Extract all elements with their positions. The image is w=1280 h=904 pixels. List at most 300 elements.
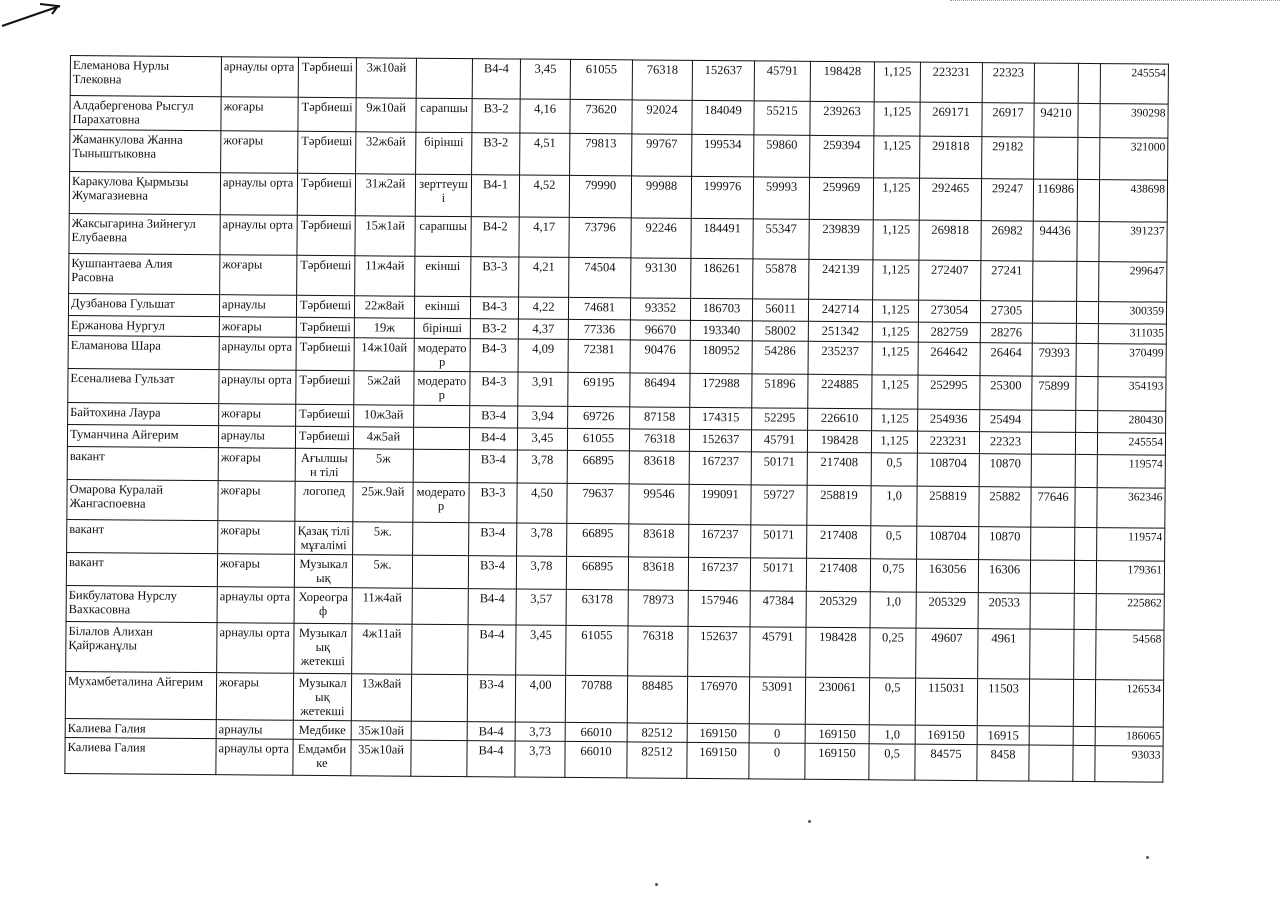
cell-salary-e: 108704 bbox=[917, 526, 979, 559]
cell-position: Медбике bbox=[293, 720, 351, 739]
cell-grade: В4-4 bbox=[467, 741, 515, 777]
cell-salary-d: 259394 bbox=[810, 135, 874, 178]
cell-salary-b: 176970 bbox=[687, 676, 749, 723]
cell-blank bbox=[1077, 261, 1099, 301]
cell-salary-b: 184049 bbox=[692, 100, 754, 134]
cell-salary-b: 199091 bbox=[689, 484, 751, 524]
cell-grade: В3-3 bbox=[469, 483, 517, 523]
cell-salary-d: 169150 bbox=[805, 724, 869, 744]
cell-experience: 4ж11ай bbox=[352, 624, 412, 674]
cell-salary-e: 223231 bbox=[917, 431, 979, 453]
cell-base-salary: 66895 bbox=[567, 523, 629, 556]
cell-extra bbox=[1031, 527, 1075, 560]
cell-position: Тәрбиеші bbox=[297, 255, 355, 295]
cell-rate: 1,125 bbox=[874, 62, 920, 102]
cell-salary-c: 54286 bbox=[752, 341, 808, 374]
cell-salary-d: 242714 bbox=[808, 299, 872, 322]
cell-coefficient: 3,45 bbox=[520, 59, 570, 99]
cell-salary-e: 84575 bbox=[915, 744, 977, 780]
cell-position: Тәрбиеші bbox=[298, 97, 356, 131]
staff-salary-table bbox=[64, 55, 1169, 783]
cell-rate: 0,25 bbox=[870, 628, 916, 678]
cell-salary-b: 169150 bbox=[687, 723, 749, 742]
cell-experience: 19ж bbox=[354, 318, 414, 338]
cell-salary-d: 258819 bbox=[807, 485, 871, 526]
cell-position: Музыкалық bbox=[294, 554, 352, 587]
table-row bbox=[65, 737, 1163, 782]
cell-coefficient: 4,37 bbox=[518, 319, 568, 339]
cell-salary-a: 83618 bbox=[628, 557, 688, 590]
cell-bonus: 8458 bbox=[977, 745, 1029, 781]
cell-base-salary: 74681 bbox=[568, 297, 630, 319]
cell-bonus: 16915 bbox=[977, 726, 1029, 745]
cell-category bbox=[413, 449, 469, 482]
cell-coefficient: 4,00 bbox=[515, 675, 565, 722]
cell-education: арнаулы орта bbox=[219, 337, 296, 371]
cell-salary-a: 78973 bbox=[628, 590, 688, 626]
cell-salary-a: 76318 bbox=[632, 60, 692, 100]
cell-rate: 0,5 bbox=[869, 744, 915, 780]
cell-name: Алдабергенова Рысгул Парахатовна bbox=[70, 96, 221, 131]
cell-salary-c: 50171 bbox=[751, 452, 807, 485]
cell-extra bbox=[1033, 261, 1077, 301]
cell-salary-c: 55878 bbox=[753, 259, 809, 299]
cell-salary-e: 205329 bbox=[916, 592, 978, 628]
cell-category: бірінші bbox=[416, 132, 472, 174]
cell-grade: В3-3 bbox=[471, 257, 519, 297]
cell-bonus: 26982 bbox=[981, 221, 1033, 261]
cell-rate: 1,125 bbox=[872, 322, 918, 342]
cell-category: екінші bbox=[415, 256, 471, 296]
cell-name: Дузбанова Гульшат bbox=[68, 293, 219, 316]
cell-extra bbox=[1031, 432, 1075, 454]
cell-education: жоғары bbox=[218, 448, 295, 482]
cell-base-salary: 66010 bbox=[565, 722, 627, 741]
cell-salary-c: 50171 bbox=[751, 525, 807, 558]
cell-position: Тәрбиеші bbox=[296, 317, 354, 337]
cell-salary-a: 76318 bbox=[628, 626, 688, 676]
cell-position: Тәрбиеші bbox=[298, 131, 356, 173]
cell-extra bbox=[1034, 137, 1078, 179]
cell-salary-a: 92024 bbox=[632, 100, 692, 134]
cell-education: арнаулы орта bbox=[221, 57, 298, 98]
cell-experience: 22ж8ай bbox=[354, 296, 414, 318]
cell-salary-a: 99546 bbox=[629, 484, 689, 524]
cell-blank bbox=[1073, 679, 1095, 726]
cell-rate: 1,125 bbox=[872, 375, 918, 409]
cell-grade: В3-2 bbox=[472, 99, 520, 133]
cell-name: Калиева Галия bbox=[65, 718, 216, 738]
cell-experience: 5ж bbox=[353, 449, 413, 482]
cell-rate: 0,5 bbox=[871, 526, 917, 559]
cell-base-salary: 66010 bbox=[565, 741, 627, 777]
cell-position: Емдәмбике bbox=[293, 739, 351, 775]
cell-blank bbox=[1074, 629, 1096, 679]
cell-education: арнаулы орта bbox=[217, 623, 294, 674]
cell-salary-b: 167237 bbox=[688, 557, 750, 590]
table-body bbox=[65, 56, 1169, 783]
cell-grade: В3-4 bbox=[469, 450, 517, 483]
cell-bonus: 4961 bbox=[978, 629, 1030, 679]
cell-extra bbox=[1029, 726, 1073, 745]
cell-rate: 1,125 bbox=[873, 260, 919, 300]
cell-salary-e: 108704 bbox=[917, 453, 979, 486]
cell-blank bbox=[1077, 179, 1099, 221]
cell-name: Омарова Куралай Жангаспоевна bbox=[67, 479, 218, 520]
cell-name: Байтохина Лаура bbox=[68, 402, 219, 425]
cell-coefficient: 4,51 bbox=[520, 133, 570, 175]
cell-salary-d: 217408 bbox=[806, 558, 870, 592]
cell-extra bbox=[1034, 63, 1078, 103]
cell-experience: 25ж.9ай bbox=[353, 482, 413, 522]
cell-bonus: 25882 bbox=[979, 487, 1031, 527]
cell-name: Білалов Алихан Қайржанұлы bbox=[66, 621, 217, 672]
cell-salary-d: 198428 bbox=[807, 430, 871, 453]
cell-salary-e: 252995 bbox=[918, 375, 980, 409]
cell-name: вакант bbox=[66, 552, 217, 586]
cell-salary-a: 90476 bbox=[630, 340, 690, 373]
cell-experience: 14ж10ай bbox=[354, 338, 414, 371]
cell-salary-c: 47384 bbox=[750, 591, 806, 627]
cell-grade: В4-1 bbox=[471, 175, 519, 217]
cell-salary-d: 226610 bbox=[808, 408, 872, 431]
cell-salary-c: 55215 bbox=[754, 101, 810, 135]
cell-category: зерттеуші bbox=[415, 174, 471, 216]
cell-salary-b: 184491 bbox=[691, 218, 753, 258]
cell-bonus: 10870 bbox=[979, 527, 1031, 560]
cell-bonus: 25494 bbox=[980, 410, 1032, 432]
cell-position: Қазақ тілі мұғалімі bbox=[295, 521, 353, 554]
cell-bonus: 16306 bbox=[978, 560, 1030, 593]
cell-bonus: 29182 bbox=[982, 137, 1034, 179]
cell-salary-b: 199534 bbox=[692, 134, 754, 176]
cell-extra bbox=[1030, 629, 1074, 679]
cell-grade: В4-3 bbox=[470, 372, 518, 406]
cell-position: Тәрбиеші bbox=[297, 173, 355, 215]
cell-name: вакант bbox=[67, 446, 218, 480]
cell-rate: 0,5 bbox=[869, 678, 915, 725]
cell-salary-b: 167237 bbox=[689, 451, 751, 484]
cell-bonus: 10870 bbox=[979, 454, 1031, 487]
cell-blank bbox=[1076, 376, 1098, 410]
cell-experience: 5ж2ай bbox=[354, 371, 414, 405]
cell-category bbox=[411, 740, 467, 776]
cell-salary-d: 198428 bbox=[806, 627, 870, 678]
cell-name: Есеналиева Гульзат bbox=[68, 368, 219, 403]
cell-grade: В4-3 bbox=[470, 339, 518, 372]
cell-salary-b: 152637 bbox=[688, 626, 750, 676]
cell-blank bbox=[1073, 726, 1095, 745]
cell-education: арнаулы орта bbox=[219, 370, 296, 405]
cell-rate: 1,125 bbox=[874, 136, 920, 178]
cell-salary-d: 239263 bbox=[810, 101, 874, 136]
cell-salary-a: 82512 bbox=[627, 723, 687, 742]
cell-category: сарапшы bbox=[416, 98, 472, 132]
cell-coefficient: 3,78 bbox=[517, 523, 567, 556]
cell-coefficient: 3,73 bbox=[515, 722, 565, 741]
cell-category bbox=[413, 427, 469, 449]
cell-blank bbox=[1074, 560, 1096, 593]
cell-total: 311035 bbox=[1098, 324, 1166, 345]
cell-salary-e: 291818 bbox=[920, 136, 982, 178]
cell-salary-e: 169150 bbox=[915, 725, 977, 744]
cell-blank bbox=[1078, 137, 1100, 179]
cell-salary-d: 230061 bbox=[805, 677, 869, 725]
cell-category: екінші bbox=[414, 296, 470, 318]
cell-salary-d: 235237 bbox=[808, 341, 872, 375]
cell-name: Калиева Галия bbox=[65, 737, 216, 774]
cell-salary-b: 174315 bbox=[690, 407, 752, 429]
cell-salary-a: 93352 bbox=[630, 298, 690, 320]
cell-extra: 79393 bbox=[1032, 343, 1076, 376]
cell-salary-e: 269171 bbox=[920, 102, 982, 136]
cell-total: 119574 bbox=[1097, 528, 1165, 562]
cell-blank bbox=[1076, 410, 1098, 432]
cell-base-salary: 74504 bbox=[569, 257, 631, 297]
cell-coefficient: 4,50 bbox=[517, 483, 567, 523]
cell-base-salary: 61055 bbox=[567, 428, 629, 450]
cell-rate: 1,125 bbox=[872, 409, 918, 431]
cell-extra: 77646 bbox=[1031, 487, 1075, 527]
cell-extra bbox=[1030, 593, 1074, 629]
cell-grade: В4-4 bbox=[472, 59, 520, 99]
cell-salary-e: 163056 bbox=[916, 559, 978, 592]
cell-salary-a: 83618 bbox=[629, 451, 689, 484]
cell-education: арнаулы bbox=[218, 426, 295, 449]
cell-category bbox=[411, 674, 467, 721]
cell-rate: 0,5 bbox=[871, 453, 917, 486]
scan-speck bbox=[655, 883, 658, 886]
cell-salary-b: 172988 bbox=[690, 373, 752, 407]
cell-grade: В3-2 bbox=[470, 319, 518, 339]
cell-bonus: 26464 bbox=[980, 343, 1032, 376]
cell-base-salary: 61055 bbox=[566, 625, 628, 675]
cell-extra bbox=[1031, 454, 1075, 487]
cell-blank bbox=[1078, 63, 1100, 103]
staff-sheet bbox=[64, 55, 1169, 783]
cell-bonus: 22323 bbox=[982, 63, 1034, 103]
cell-rate: 1,125 bbox=[873, 220, 919, 260]
cell-salary-e: 282759 bbox=[918, 322, 980, 342]
cell-name: вакант bbox=[67, 519, 218, 553]
cell-salary-c: 53091 bbox=[749, 677, 805, 724]
cell-blank bbox=[1076, 301, 1098, 323]
cell-position: Тәрбиеші bbox=[298, 57, 356, 97]
cell-education: арнаулы орта bbox=[217, 587, 294, 624]
cell-category bbox=[413, 522, 469, 555]
cell-coefficient: 3,73 bbox=[515, 741, 565, 777]
cell-coefficient: 4,16 bbox=[520, 99, 570, 133]
cell-coefficient: 3,78 bbox=[517, 450, 567, 483]
cell-coefficient: 4,17 bbox=[519, 217, 569, 257]
cell-salary-c: 50171 bbox=[750, 558, 806, 591]
cell-grade: В4-4 bbox=[468, 589, 516, 625]
cell-salary-b: 152637 bbox=[692, 60, 754, 100]
cell-salary-c: 45791 bbox=[750, 627, 806, 677]
cell-grade: В3-4 bbox=[469, 523, 517, 556]
cell-base-salary: 79813 bbox=[570, 133, 632, 175]
cell-name: Жаманкулова Жанна Тыныштыковна bbox=[70, 130, 221, 173]
cell-category bbox=[412, 555, 468, 588]
cell-bonus: 25300 bbox=[980, 376, 1032, 410]
cell-salary-a: 99767 bbox=[632, 134, 692, 176]
cell-bonus: 26917 bbox=[982, 103, 1034, 137]
cell-base-salary: 69726 bbox=[568, 406, 630, 428]
cell-position: Музыкалық жетекші bbox=[294, 623, 352, 673]
cell-salary-a: 82512 bbox=[627, 742, 687, 778]
cell-salary-d: 251342 bbox=[808, 321, 872, 342]
cell-experience: 11ж4ай bbox=[355, 256, 415, 296]
cell-salary-e: 258819 bbox=[917, 486, 979, 526]
cell-total: 362346 bbox=[1097, 488, 1165, 529]
cell-total: 390298 bbox=[1100, 104, 1168, 139]
cell-total: 245554 bbox=[1097, 433, 1165, 456]
cell-total: 119574 bbox=[1097, 455, 1165, 489]
cell-total: 186065 bbox=[1095, 727, 1163, 747]
cell-experience: 4ж5ай bbox=[353, 427, 413, 449]
cell-experience: 11ж4ай bbox=[352, 588, 412, 624]
cell-salary-c: 59860 bbox=[754, 135, 810, 177]
cell-salary-b: 186703 bbox=[690, 298, 752, 320]
cell-rate: 1,0 bbox=[869, 725, 915, 744]
cell-education: арнаулы орта bbox=[216, 739, 293, 776]
cell-salary-e: 115031 bbox=[915, 678, 977, 725]
cell-grade: В4-4 bbox=[467, 722, 515, 741]
cell-salary-a: 96670 bbox=[630, 320, 690, 340]
cell-experience: 35ж10ай bbox=[351, 740, 411, 776]
cell-total: 299647 bbox=[1099, 262, 1167, 303]
cell-category bbox=[411, 721, 467, 740]
cell-salary-a: 93130 bbox=[631, 258, 691, 298]
cell-extra: 116986 bbox=[1033, 179, 1077, 221]
cell-base-salary: 77336 bbox=[568, 319, 630, 339]
cell-total: 179361 bbox=[1096, 561, 1164, 595]
cell-extra bbox=[1032, 410, 1076, 432]
cell-category: модератор bbox=[413, 482, 469, 522]
cell-salary-a: 87158 bbox=[630, 407, 690, 429]
scan-speck bbox=[808, 820, 811, 823]
cell-salary-d: 239839 bbox=[809, 219, 873, 260]
cell-coefficient: 3,91 bbox=[518, 372, 568, 406]
cell-name: Кушпантаева Алия Расовна bbox=[69, 253, 220, 294]
cell-position: Ағылшын тілі bbox=[295, 448, 353, 481]
cell-salary-d: 259969 bbox=[809, 177, 873, 220]
cell-experience: 3ж10ай bbox=[356, 58, 416, 98]
cell-grade: В4-4 bbox=[468, 625, 516, 675]
cell-base-salary: 66895 bbox=[566, 556, 628, 589]
cell-total: 370499 bbox=[1098, 344, 1166, 378]
cell-name: Еламанова Шара bbox=[68, 335, 219, 369]
cell-coefficient: 4,21 bbox=[519, 257, 569, 297]
table-row bbox=[65, 671, 1163, 727]
cell-extra: 94436 bbox=[1033, 221, 1077, 261]
cell-rate: 1,125 bbox=[873, 178, 919, 220]
cell-name: Жаксыгарина Зийнегул Елубаевна bbox=[69, 213, 220, 254]
cell-salary-d: 205329 bbox=[806, 591, 870, 628]
cell-experience: 35ж10ай bbox=[351, 721, 411, 740]
scan-speck bbox=[1146, 856, 1149, 859]
cell-salary-c: 55347 bbox=[753, 219, 809, 259]
cell-coefficient: 4,22 bbox=[518, 297, 568, 319]
cell-bonus: 29247 bbox=[981, 179, 1033, 221]
cell-salary-c: 51896 bbox=[752, 374, 808, 408]
cell-salary-d: 217408 bbox=[807, 452, 871, 486]
cell-rate: 0,75 bbox=[870, 559, 916, 592]
cell-blank bbox=[1076, 343, 1098, 376]
scan-corner-mark bbox=[0, 0, 90, 30]
cell-extra: 75899 bbox=[1032, 376, 1076, 410]
cell-salary-c: 59727 bbox=[751, 485, 807, 525]
cell-salary-e: 292465 bbox=[919, 178, 981, 220]
cell-blank bbox=[1073, 745, 1095, 781]
cell-education: арнаулы орта bbox=[220, 215, 297, 256]
cell-name: Ержанова Нургул bbox=[68, 315, 219, 336]
cell-blank bbox=[1075, 432, 1097, 454]
cell-position: Музыкалық жетекші bbox=[293, 673, 351, 720]
cell-category: сарапшы bbox=[415, 216, 471, 256]
cell-salary-d: 198428 bbox=[810, 61, 874, 102]
cell-total: 280430 bbox=[1098, 411, 1166, 434]
cell-extra bbox=[1029, 679, 1073, 726]
cell-salary-e: 272407 bbox=[919, 260, 981, 300]
cell-education: жоғары bbox=[219, 404, 296, 427]
cell-salary-a: 88485 bbox=[627, 676, 687, 723]
cell-total: 93033 bbox=[1095, 746, 1163, 783]
cell-grade: В3-2 bbox=[472, 133, 520, 175]
cell-education: жоғары bbox=[217, 554, 294, 588]
cell-bonus: 20533 bbox=[978, 593, 1030, 629]
cell-total: 225862 bbox=[1096, 594, 1164, 631]
cell-extra: 94210 bbox=[1034, 103, 1078, 137]
cell-education: жоғары bbox=[218, 521, 295, 555]
cell-salary-e: 269818 bbox=[919, 220, 981, 260]
cell-category bbox=[414, 405, 470, 427]
cell-position: Тәрбиеші bbox=[297, 215, 355, 255]
cell-salary-c: 45791 bbox=[754, 61, 810, 101]
cell-base-salary: 70788 bbox=[565, 675, 627, 722]
cell-total: 354193 bbox=[1098, 377, 1166, 412]
cell-education: жоғары bbox=[221, 131, 298, 174]
cell-coefficient: 3,94 bbox=[518, 406, 568, 428]
cell-bonus: 11503 bbox=[977, 679, 1029, 726]
cell-category bbox=[416, 58, 472, 98]
cell-salary-b: 186261 bbox=[691, 258, 753, 298]
cell-total: 300359 bbox=[1098, 302, 1166, 325]
cell-salary-c: 0 bbox=[749, 743, 805, 779]
cell-base-salary: 61055 bbox=[570, 59, 632, 99]
cell-salary-c: 45791 bbox=[751, 430, 807, 452]
cell-salary-e: 264642 bbox=[918, 342, 980, 375]
cell-experience: 9ж10ай bbox=[356, 98, 416, 132]
cell-grade: В4-4 bbox=[469, 428, 517, 450]
cell-category bbox=[412, 588, 468, 624]
cell-blank bbox=[1075, 527, 1097, 560]
cell-position: Хореограф bbox=[294, 587, 352, 623]
cell-position: Тәрбиеші bbox=[296, 370, 354, 404]
cell-base-salary: 63178 bbox=[566, 589, 628, 625]
cell-category bbox=[412, 624, 468, 674]
cell-salary-d: 242139 bbox=[809, 259, 873, 300]
cell-salary-a: 86494 bbox=[630, 373, 690, 407]
cell-education: арнаулы орта bbox=[220, 173, 297, 216]
cell-base-salary: 73796 bbox=[569, 217, 631, 257]
cell-salary-b: 157946 bbox=[688, 590, 750, 626]
cell-salary-b: 199976 bbox=[691, 176, 753, 218]
cell-position: Тәрбиеші bbox=[296, 295, 354, 317]
cell-base-salary: 69195 bbox=[568, 372, 630, 406]
cell-blank bbox=[1076, 323, 1098, 343]
cell-salary-d: 224885 bbox=[808, 374, 872, 409]
